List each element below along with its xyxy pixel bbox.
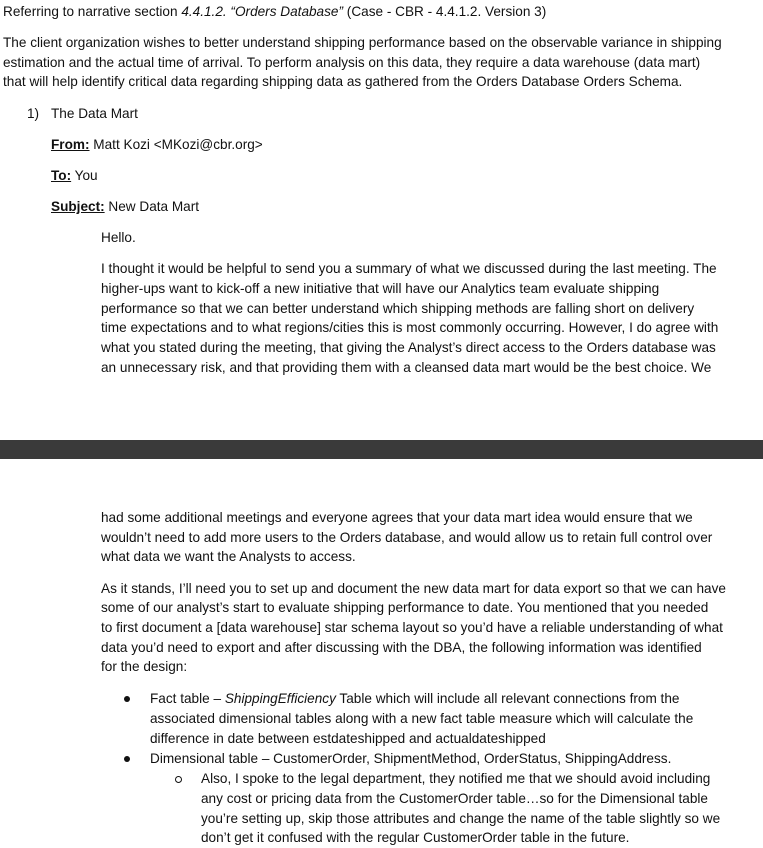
list-number: 1) (27, 106, 40, 121)
bullet-dimensional-table: Dimensional table – CustomerOrder, ShipmentMethod, OrderStatus, ShippingAddress. (150, 751, 672, 766)
body-line: what you stated during the meeting, that giving the Analyst’s direct access to the Orders database was (101, 340, 716, 355)
page-bottom (0, 459, 763, 846)
sub-bullet-line: Also, I spoke to the legal department, they notified me that we should avoid including (201, 771, 711, 786)
to-label: To: (51, 168, 72, 183)
email-to (51, 166, 98, 186)
email-subject (51, 197, 199, 217)
bullet1-prefix: Fact table – (150, 691, 225, 706)
body-line: what data we want the Analysts to access. (101, 549, 356, 564)
to-value: You (71, 168, 98, 183)
sub-bullet-line: you’re setting up, skip those attributes and change the name of the table slightly so we (201, 811, 721, 826)
body-line: wouldn’t need to add more users to the Orders database, and would allow us to retain full control over (101, 530, 713, 545)
intro-paragraph-line: estimation and the actual time of arrival. To perform analysis on this data, they require a data warehouse (data mart) (3, 55, 701, 70)
email-from (51, 135, 263, 155)
body-line: to first document a [data warehouse] star schema layout so you’d have a reliable understanding of what (101, 620, 723, 635)
intro-heading (3, 2, 546, 22)
bullet1-rest: Table which will include all relevant connections from the (335, 691, 680, 706)
intro-paragraph-line: The client organization wishes to better understand shipping performance based on the observable variance in shipping (3, 35, 722, 50)
from-label: From: (51, 137, 90, 152)
sub-bullet-line: any cost or pricing data from the CustomerOrder table…so for the Dimensional table (201, 791, 708, 806)
sub-bullet-line: don’t get it confused with the regular CustomerOrder table in the future. (201, 830, 630, 845)
page-break-separator (0, 440, 763, 459)
body-line: performance so that we can better understand which shipping methods are falling short on delivery (101, 301, 695, 316)
greeting: Hello. (101, 230, 136, 245)
intro-suffix: (Case - CBR - 4.4.1.2. Version 3) (343, 4, 547, 19)
intro-paragraph-line: that will help identify critical data regarding shipping data as gathered from the Orders Database Orders Schema. (3, 74, 683, 89)
body-line: an unnecessary risk, and that providing them with a cleansed data mart would be the best choice. We (101, 360, 712, 375)
sub-bullet-icon (175, 776, 182, 783)
bullet-icon (124, 756, 130, 762)
subject-label: Subject: (51, 199, 105, 214)
body-line: had some additional meetings and everyone agrees that your data mart idea would ensure that we (101, 510, 693, 525)
body-line: some of our analyst’s start to evaluate shipping performance to date. You mentioned that you needed (101, 600, 709, 615)
body-line: I thought it would be helpful to send you a summary of what we discussed during the last meeting. The (101, 261, 717, 276)
intro-section: 4.4.1.2. “Orders Database” (181, 4, 344, 19)
body-line: time expectations and to what regions/cities this is most commonly occurring. However, I do agree with (101, 320, 719, 335)
subject-value: New Data Mart (104, 199, 200, 214)
body-line: data you’d need to export and after discussing with the DBA, the following information was identified (101, 640, 702, 655)
bullet-icon (124, 696, 130, 702)
body-line: higher-ups want to kick-off a new initiative that will have our Analytics team evaluate shipping (101, 281, 660, 296)
bullet-line: associated dimensional tables along with a new fact table measure which will calculate the (150, 711, 694, 726)
from-value: Matt Kozi <MKozi@cbr.org> (89, 137, 263, 152)
bullet-fact-table (150, 689, 679, 709)
intro-prefix: Referring to narrative section (3, 4, 182, 19)
body-line: for the design: (101, 659, 188, 674)
list-title: The Data Mart (51, 106, 138, 121)
body-line: As it stands, I’ll need you to set up and document the new data mart for data export so that we can have (101, 581, 726, 596)
bullet1-italic: ShippingEfficiency (224, 691, 336, 706)
bullet-line: difference in date between estdateshipped and actualdateshipped (150, 731, 546, 746)
